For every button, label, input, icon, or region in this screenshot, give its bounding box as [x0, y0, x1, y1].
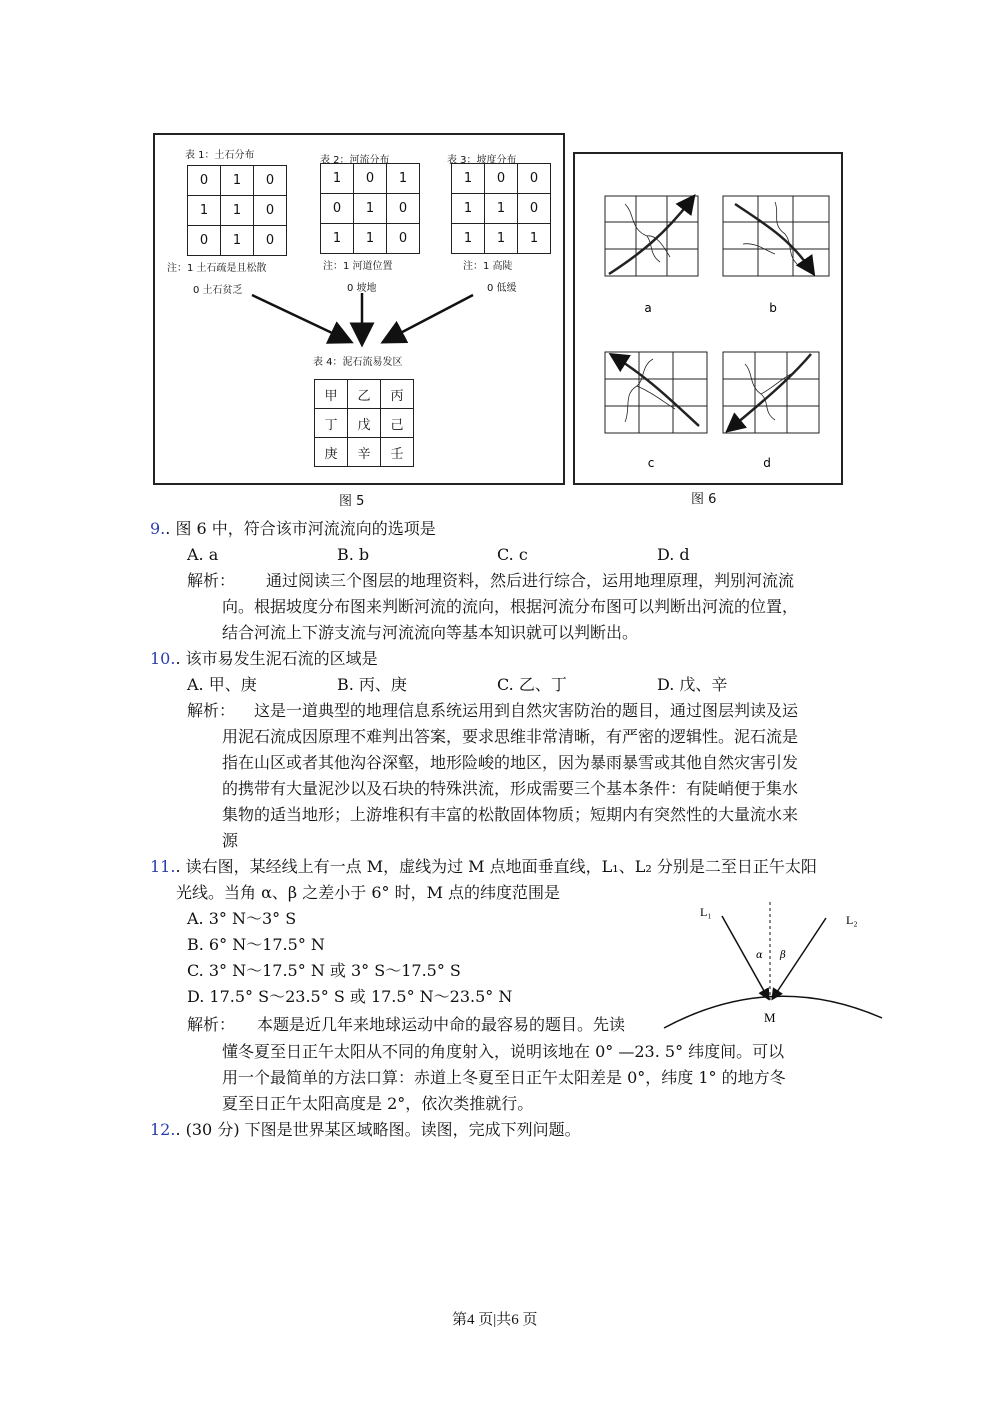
table-cell: 1 [518, 224, 551, 254]
table-1-note-2: 0 土石贫乏 [193, 285, 243, 296]
analysis-line: 向。根据坡度分布图来判断河流的流向，根据河流分布图可以判断出河流的位置， [222, 597, 799, 616]
analysis-label: 解析： [187, 571, 236, 590]
table-cell: 壬 [381, 438, 414, 467]
river-direction-diagrams [575, 154, 841, 483]
diagram-c [605, 352, 707, 433]
table-cell: 1 [452, 164, 485, 194]
table-4 [314, 379, 414, 467]
table-cell: 1 [354, 224, 387, 254]
analysis-line: 指在山区或者其他沟谷深壑，地形险峻的地区，因为暴雨暴雪或其他自然灾害引发 [222, 753, 799, 772]
table-cell: 0 [188, 166, 221, 196]
table-cell: 1 [387, 164, 420, 194]
table-cell: 丁 [315, 409, 348, 438]
question-text: . 该市易发生泥石流的区域是 [175, 649, 378, 668]
table-1-title: 表 1：土石分布 [185, 150, 255, 161]
table-cell: 1 [485, 194, 518, 224]
option-b: B. b [337, 545, 370, 564]
table-cell: 0 [254, 196, 287, 226]
analysis-label: 解析： [187, 701, 236, 720]
label-alpha: α [756, 950, 763, 961]
analysis-line: 源 [222, 831, 239, 850]
question-text: . (30 分) 下图是世界某区域略图。读图，完成下列问题。 [175, 1120, 581, 1139]
option-a: A. 3° N～3° S [187, 909, 297, 928]
table-cell: 甲 [315, 380, 348, 409]
table-cell: 戊 [348, 409, 381, 438]
option-b: B. 6° N～17.5° N [187, 935, 325, 954]
question-number: 9. [150, 519, 166, 538]
table-cell: 1 [221, 196, 254, 226]
diagram-label: c [647, 456, 655, 470]
table-cell: 1 [221, 166, 254, 196]
table-3-note-2: 0 低缓 [487, 283, 517, 294]
table-cell: 辛 [348, 438, 381, 467]
question-number: 11. [150, 857, 176, 876]
table-cell: 丙 [381, 380, 414, 409]
analysis-line: 的携带有大量泥沙以及石块的特殊洪流，形成需要三个基本条件：有陡峭便于集水 [222, 779, 799, 798]
question-text: . 图 6 中，符合该市河流流向的选项是 [165, 519, 436, 538]
label-beta: β [780, 950, 786, 961]
table-cell: 0 [254, 166, 287, 196]
table-cell: 1 [452, 224, 485, 254]
table-1-note-1: 注：1 土石疏是且松散 [167, 263, 267, 274]
option-c: C. 乙、丁 [497, 675, 567, 694]
diagram-label: d [763, 456, 771, 470]
figure-6-caption: 图 6 [691, 492, 717, 507]
table-cell: 0 [518, 164, 551, 194]
table-cell: 0 [354, 164, 387, 194]
analysis-line: 集物的适当地形；上游堆积有丰富的松散固体物质；短期内有突然性的大量流水来 [222, 805, 799, 824]
table-cell: 0 [321, 194, 354, 224]
table-cell: 1 [321, 164, 354, 194]
table-row [315, 438, 414, 467]
arrow-icon [387, 295, 473, 340]
figure-5-caption: 图 5 [339, 494, 365, 509]
table-cell: 1 [221, 226, 254, 256]
table-2-title: 表 2：河流分布 [320, 155, 390, 166]
option-a: A. a [187, 545, 219, 564]
analysis-line: 用泥石流成因原理不难判出答案，要求思维非常清晰，有严密的逻辑性。泥石流是 [222, 727, 799, 746]
diagram-d [723, 352, 819, 433]
table-row [315, 380, 414, 409]
analysis-line: 用一个最简单的方法口算：赤道上冬夏至日正午太阳差是 0°，纬度 1° 的地方冬 [222, 1068, 786, 1087]
analysis-line: 懂冬夏至日正午太阳从不同的角度射入，说明该地在 0° —23. 5° 纬度间。可以 [222, 1042, 785, 1061]
table-cell: 1 [321, 224, 354, 254]
option-c: C. c [497, 545, 528, 564]
table-cell: 0 [485, 164, 518, 194]
question-text: . 读右图，某经线上有一点 M，虚线为过 M 点地面垂直线，L₁、L₂ 分别是二至日正午太阳 [175, 857, 817, 876]
sun-angle-diagram [660, 898, 888, 1038]
table-cell: 1 [452, 194, 485, 224]
page-footer: 第4 页|共6 页 [452, 1312, 538, 1328]
table-3-title: 表 3：坡度分布 [447, 155, 517, 166]
figure-5 [153, 133, 565, 485]
analysis-label: 解析： [187, 1015, 236, 1034]
table-cell: 0 [387, 224, 420, 254]
arrow-icon [252, 295, 347, 340]
table-cell: 庚 [315, 438, 348, 467]
label-m: M [764, 1010, 776, 1025]
table-cell: 己 [381, 409, 414, 438]
question-11-stem [150, 854, 817, 880]
table-cell: 0 [188, 226, 221, 256]
question-9-stem [150, 516, 436, 542]
option-a: A. 甲、庚 [187, 675, 257, 694]
table-row [315, 409, 414, 438]
diagram-b [723, 196, 829, 276]
analysis-line: 本题是近几年来地球运动中命的最容易的题目。先读 [257, 1015, 626, 1034]
option-c: C. 3° N～17.5° N 或 3° S～17.5° S [187, 961, 461, 980]
analysis-line: 结合河流上下游支流与河流流向等基本知识就可以判断出。 [222, 623, 639, 642]
question-11-stem-2: 光线。当角 α、β 之差小于 6° 时，M 点的纬度范围是 [176, 883, 561, 902]
table-2-note-1: 注：1 河道位置 [323, 261, 393, 272]
question-12-stem [150, 1117, 581, 1143]
table-3-note-1: 注：1 高陡 [463, 261, 513, 272]
table-cell: 1 [354, 194, 387, 224]
table-2-note-2: 0 坡地 [347, 283, 377, 294]
analysis-line: 这是一道典型的地理信息系统运用到自然灾害防治的题目，通过图层判读及运 [254, 701, 799, 720]
analysis-line: 夏至日正午太阳高度是 2°，依次类推就行。 [222, 1094, 534, 1113]
label-l1: L₁ [700, 905, 712, 919]
table-cell: 1 [188, 196, 221, 226]
question-10-stem [150, 646, 378, 672]
option-d: D. 戊、辛 [657, 675, 728, 694]
table-cell: 0 [518, 194, 551, 224]
table-4-title: 表 4：泥石流易发区 [313, 357, 403, 368]
diagram-a [605, 196, 698, 276]
option-b: B. 丙、庚 [337, 675, 407, 694]
option-d: D. d [657, 545, 690, 564]
table-cell: 0 [387, 194, 420, 224]
table-cell: 1 [485, 224, 518, 254]
diagram-label: b [769, 301, 777, 315]
question-number: 12. [150, 1120, 176, 1139]
question-number: 10. [150, 649, 176, 668]
table-cell: 0 [254, 226, 287, 256]
label-l2: L₂ [846, 913, 858, 927]
figure-6 [573, 152, 843, 485]
diagram-label: a [644, 301, 652, 315]
option-d: D. 17.5° S～23.5° S 或 17.5° N～23.5° N [187, 987, 513, 1006]
table-cell: 乙 [348, 380, 381, 409]
analysis-line: 通过阅读三个图层的地理资料，然后进行综合，运用地理原理，判别河流流 [266, 571, 795, 590]
